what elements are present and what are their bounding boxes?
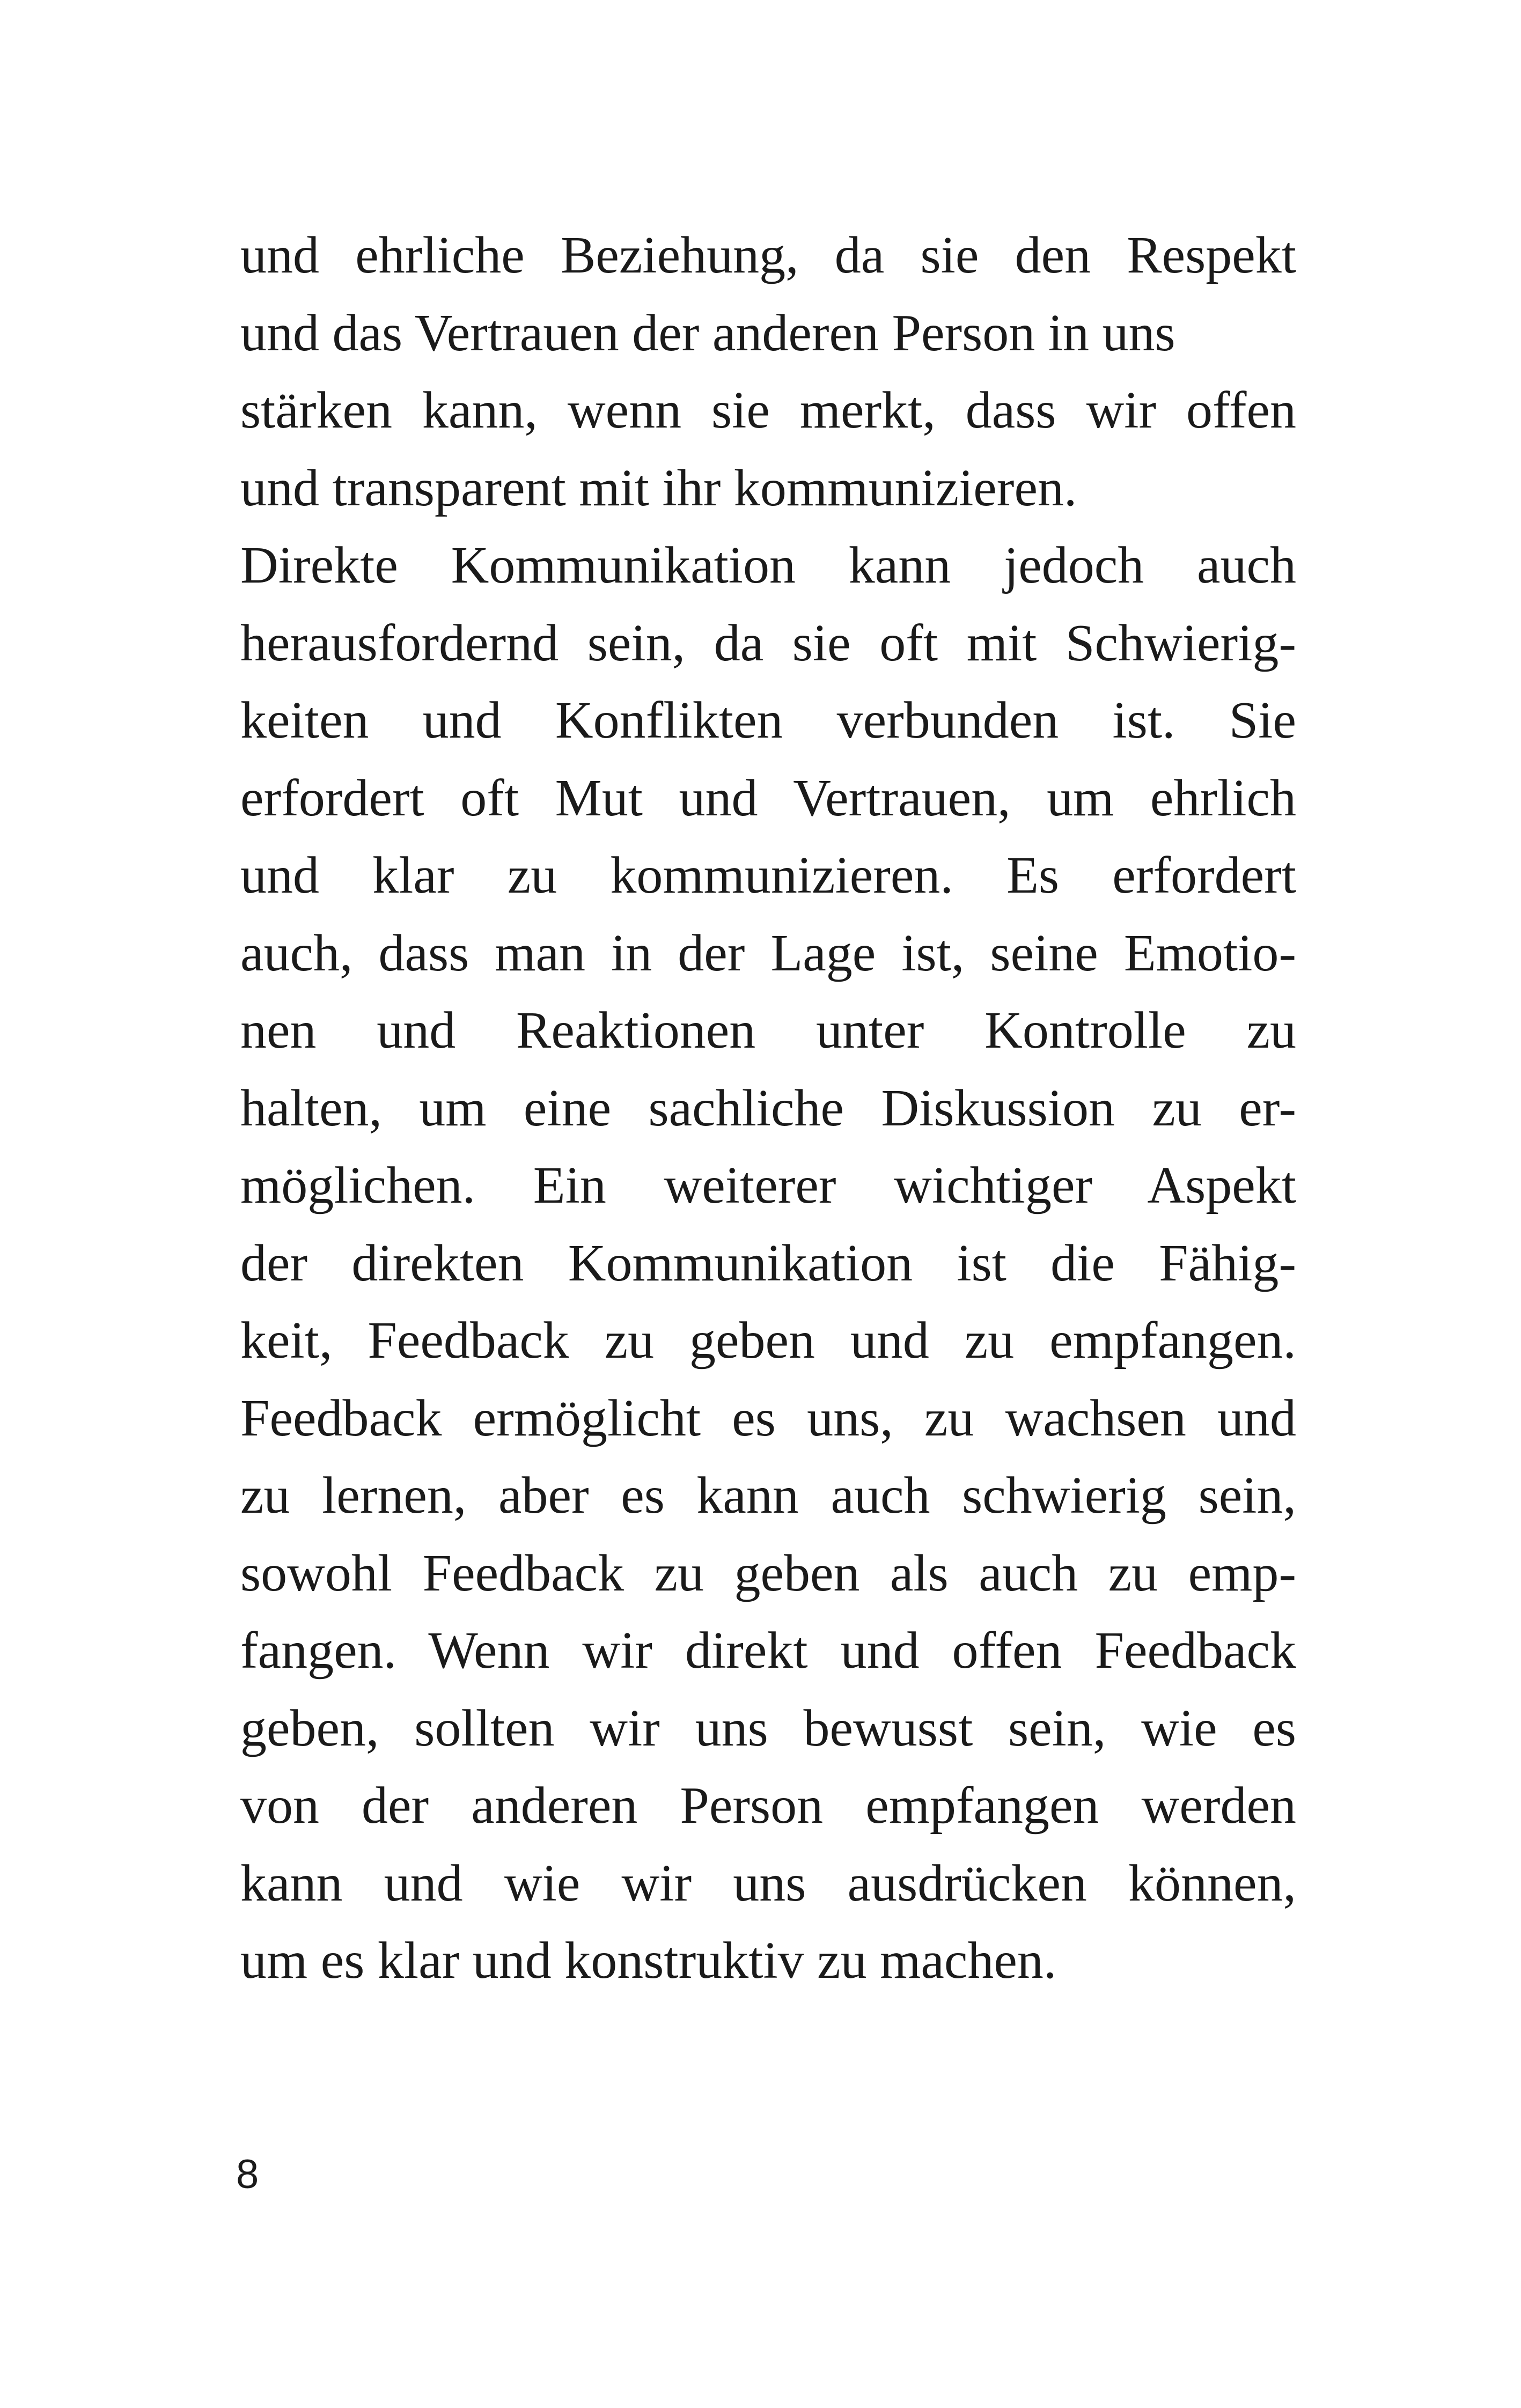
- text-line: herausfordernd sein, da sie oft mit Schwierig-: [240, 614, 1296, 672]
- text-line: und klar zu kommunizieren. Es erfordert: [240, 846, 1296, 904]
- text-line: um es klar und konstruktiv zu machen.: [240, 1932, 1057, 1990]
- text-line: erfordert oft Mut und Vertrauen, um ehrlich: [240, 769, 1296, 827]
- text-line: der direkten Kommunikation ist die Fähig-: [240, 1234, 1296, 1292]
- text-line: auch, dass man in der Lage ist, seine Emotio-: [240, 924, 1296, 982]
- text-line: stärken kann, wenn sie merkt, dass wir offen: [240, 381, 1296, 439]
- text-line: fangen. Wenn wir direkt und offen Feedback: [240, 1622, 1296, 1680]
- text-line: keit, Feedback zu geben und zu empfangen.: [240, 1312, 1296, 1369]
- text-line: Feedback ermöglicht es uns, zu wachsen und: [240, 1389, 1296, 1447]
- text-line: halten, um eine sachliche Diskussion zu er-: [240, 1079, 1296, 1137]
- body-text: [240, 217, 1296, 2000]
- text-line: und das Vertrauen der anderen Person in uns: [240, 304, 1175, 362]
- text-line: und ehrliche Beziehung, da sie den Respekt: [240, 226, 1296, 284]
- text-line: kann und wie wir uns ausdrücken können,: [240, 1854, 1296, 1912]
- text-line: sowohl Feedback zu geben als auch zu emp-: [240, 1544, 1296, 1602]
- text-line: möglichen. Ein weiterer wichtiger Aspekt: [240, 1157, 1296, 1214]
- text-line: zu lernen, aber es kann auch schwierig sein,: [240, 1467, 1296, 1525]
- text-line: nen und Reaktionen unter Kontrolle zu: [240, 1002, 1296, 1059]
- text-line: Direkte Kommunikation kann jedoch auch: [240, 536, 1296, 594]
- text-line: von der anderen Person empfangen werden: [240, 1777, 1296, 1835]
- text-line: geben, sollten wir uns bewusst sein, wie es: [240, 1699, 1296, 1757]
- text-line: und transparent mit ihr kommunizieren.: [240, 459, 1077, 517]
- text-line: keiten und Konflikten verbunden ist. Sie: [240, 691, 1296, 749]
- page-number: 8: [236, 2152, 259, 2197]
